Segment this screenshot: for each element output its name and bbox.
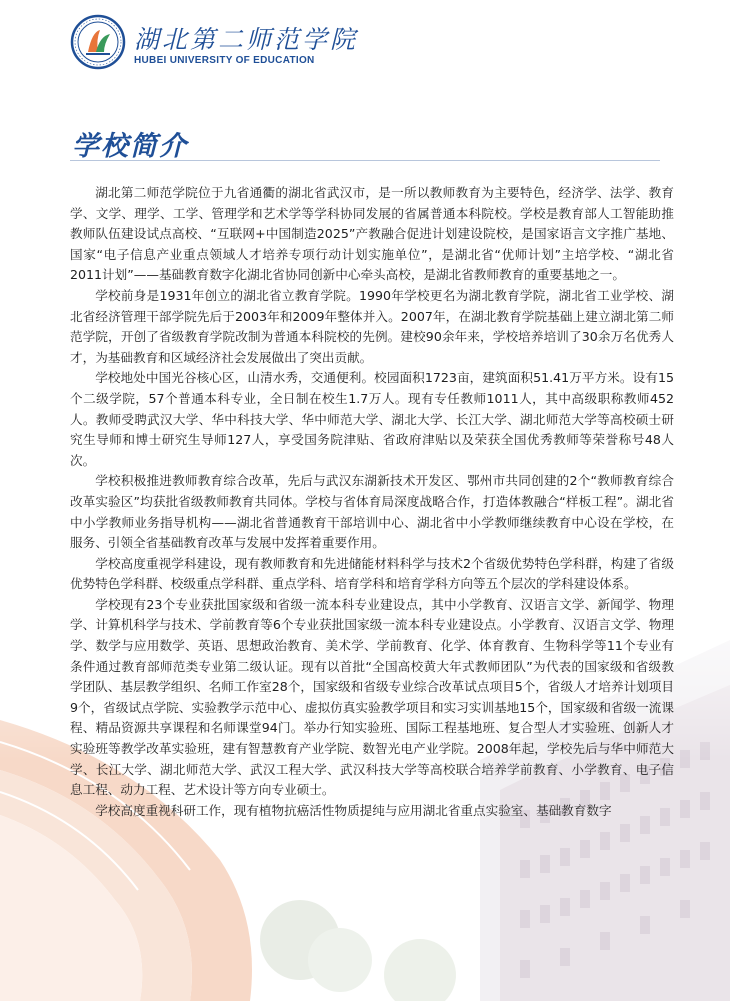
intro-text xyxy=(70,183,674,821)
school-name-chinese: 湖北第二师范学院 xyxy=(134,25,359,54)
tree-illustration xyxy=(260,900,456,1001)
title-divider xyxy=(70,160,660,161)
paragraph: 学校现有23个专业获批国家级和省级一流本科专业建设点，其中小学教育、汉语言文学、新闻学、物理学、计算机科学与技术、学前教育等6个专业获批国家级一流本科专业建设点。小学教育、汉语言文学、物理学、数学与应用数学、英语、思想政治教育、美术学、学前教育、化学、体育教育、生物科学等11个专业有条件通过教育部师范类专业第二级认证。现有以首批“全国高校黄大年式教师团队”为代表的国家级和省级教学团队、基层教学组织、名师工作室28个，国家级和省级专业综合改革试点项目5个，省级人才培养计划项目9个，省级试点学院、实验教学示范中心、虚拟仿真实验教学项目和实习实训基地15个，国家级和省级一流课程、精品资源共享课程和名师课堂94门。举办行知实验班、国际工程基地班、复合型人才实验班、创新人才实验班等教学改革实验班，建有智慧教育产业学院、数智光电产业学院。2008年起，学校先后与华中师范大学、长江大学、湖北师范大学、武汉工程大学、武汉科技大学等高校联合培养学前教育、小学教育、电子信息工程、动力工程、艺术设计等方向专业硕士。 xyxy=(70,596,674,798)
university-logo-icon xyxy=(70,14,126,70)
header xyxy=(70,14,470,74)
school-name-english: HUBEI UNIVERSITY OF EDUCATION xyxy=(134,55,315,66)
paragraph: 学校高度重视科研工作，现有植物抗癌活性物质提纯与应用湖北省重点实验室、基础教育数字 xyxy=(95,802,612,818)
paragraph: 湖北第二师范学院位于九省通衢的湖北省武汉市，是一所以教师教育为主要特色，经济学、法学、教育学、文学、理学、工学、管理学和艺术学等学科协同发展的省属普通本科院校。学校是教育部人工智能助推教师队伍建设试点高校、“互联网+中国制造2025”产教融合促进计划建设院校，是国家语言文字推广基地、国家“电子信息产业重点领域人才培养专项行动计划实施单位”，是湖北省“优师计划”主培学校、“湖北省2011计划”——基础教育数字化湖北省协同创新中心牵头高校，是湖北省教师教育的重要基地之一。 xyxy=(70,185,674,283)
paragraph: 学校地处中国光谷核心区，山清水秀，交通便利。校园面积1723亩，建筑面积51.41万平方米。设有15个二级学院，57个普通本科专业，全日制在校生1.7万人。现有专任教师1011人，其中高级职称教师452人。教师受聘武汉大学、华中科技大学、华中师范大学、湖北大学、长江大学、湖北师范大学等高校硕士研究生导师和博士研究生导师127人，享受国务院津贴、省政府津贴以及荣获全国优秀教师等荣誉称号48人次。 xyxy=(70,370,674,468)
section-title: 学校简介 xyxy=(72,131,188,162)
paragraph: 学校高度重视学科建设，现有教师教育和先进储能材料科学与技术2个省级优势特色学科群，构建了省级优势特色学科群、校级重点学科群、重点学科、培育学科和培育学科方向等五个层次的学科建设体系。 xyxy=(70,555,674,592)
paragraph: 学校积极推进教师教育综合改革，先后与武汉东湖新技术开发区、鄂州市共同创建的2个“教师教育综合改革实验区”均获批省级教师教育共同体。学校与省体育局深度战略合作，打造体教融合“样板工程”。湖北省中小学教师业务指导机构——湖北省普通教育干部培训中心、湖北省中小学教师继续教育中心设在学校，在服务、引领全省基础教育改革与发展中发挥着重要作用。 xyxy=(70,473,674,551)
paragraph: 学校前身是1931年创立的湖北省立教育学院。1990年学校更名为湖北教育学院，湖北省工业学校、湖北省经济管理干部学院先后于2003年和2009年整体并入。2007年，在湖北教育学院基础上建立湖北第二师范学院，开创了省级教育学院改制为普通本科院校的先例。建校90余年来，学校培养培训了30余万名优秀人才，为基础教育和区域经济社会发展做出了突出贡献。 xyxy=(70,287,674,365)
